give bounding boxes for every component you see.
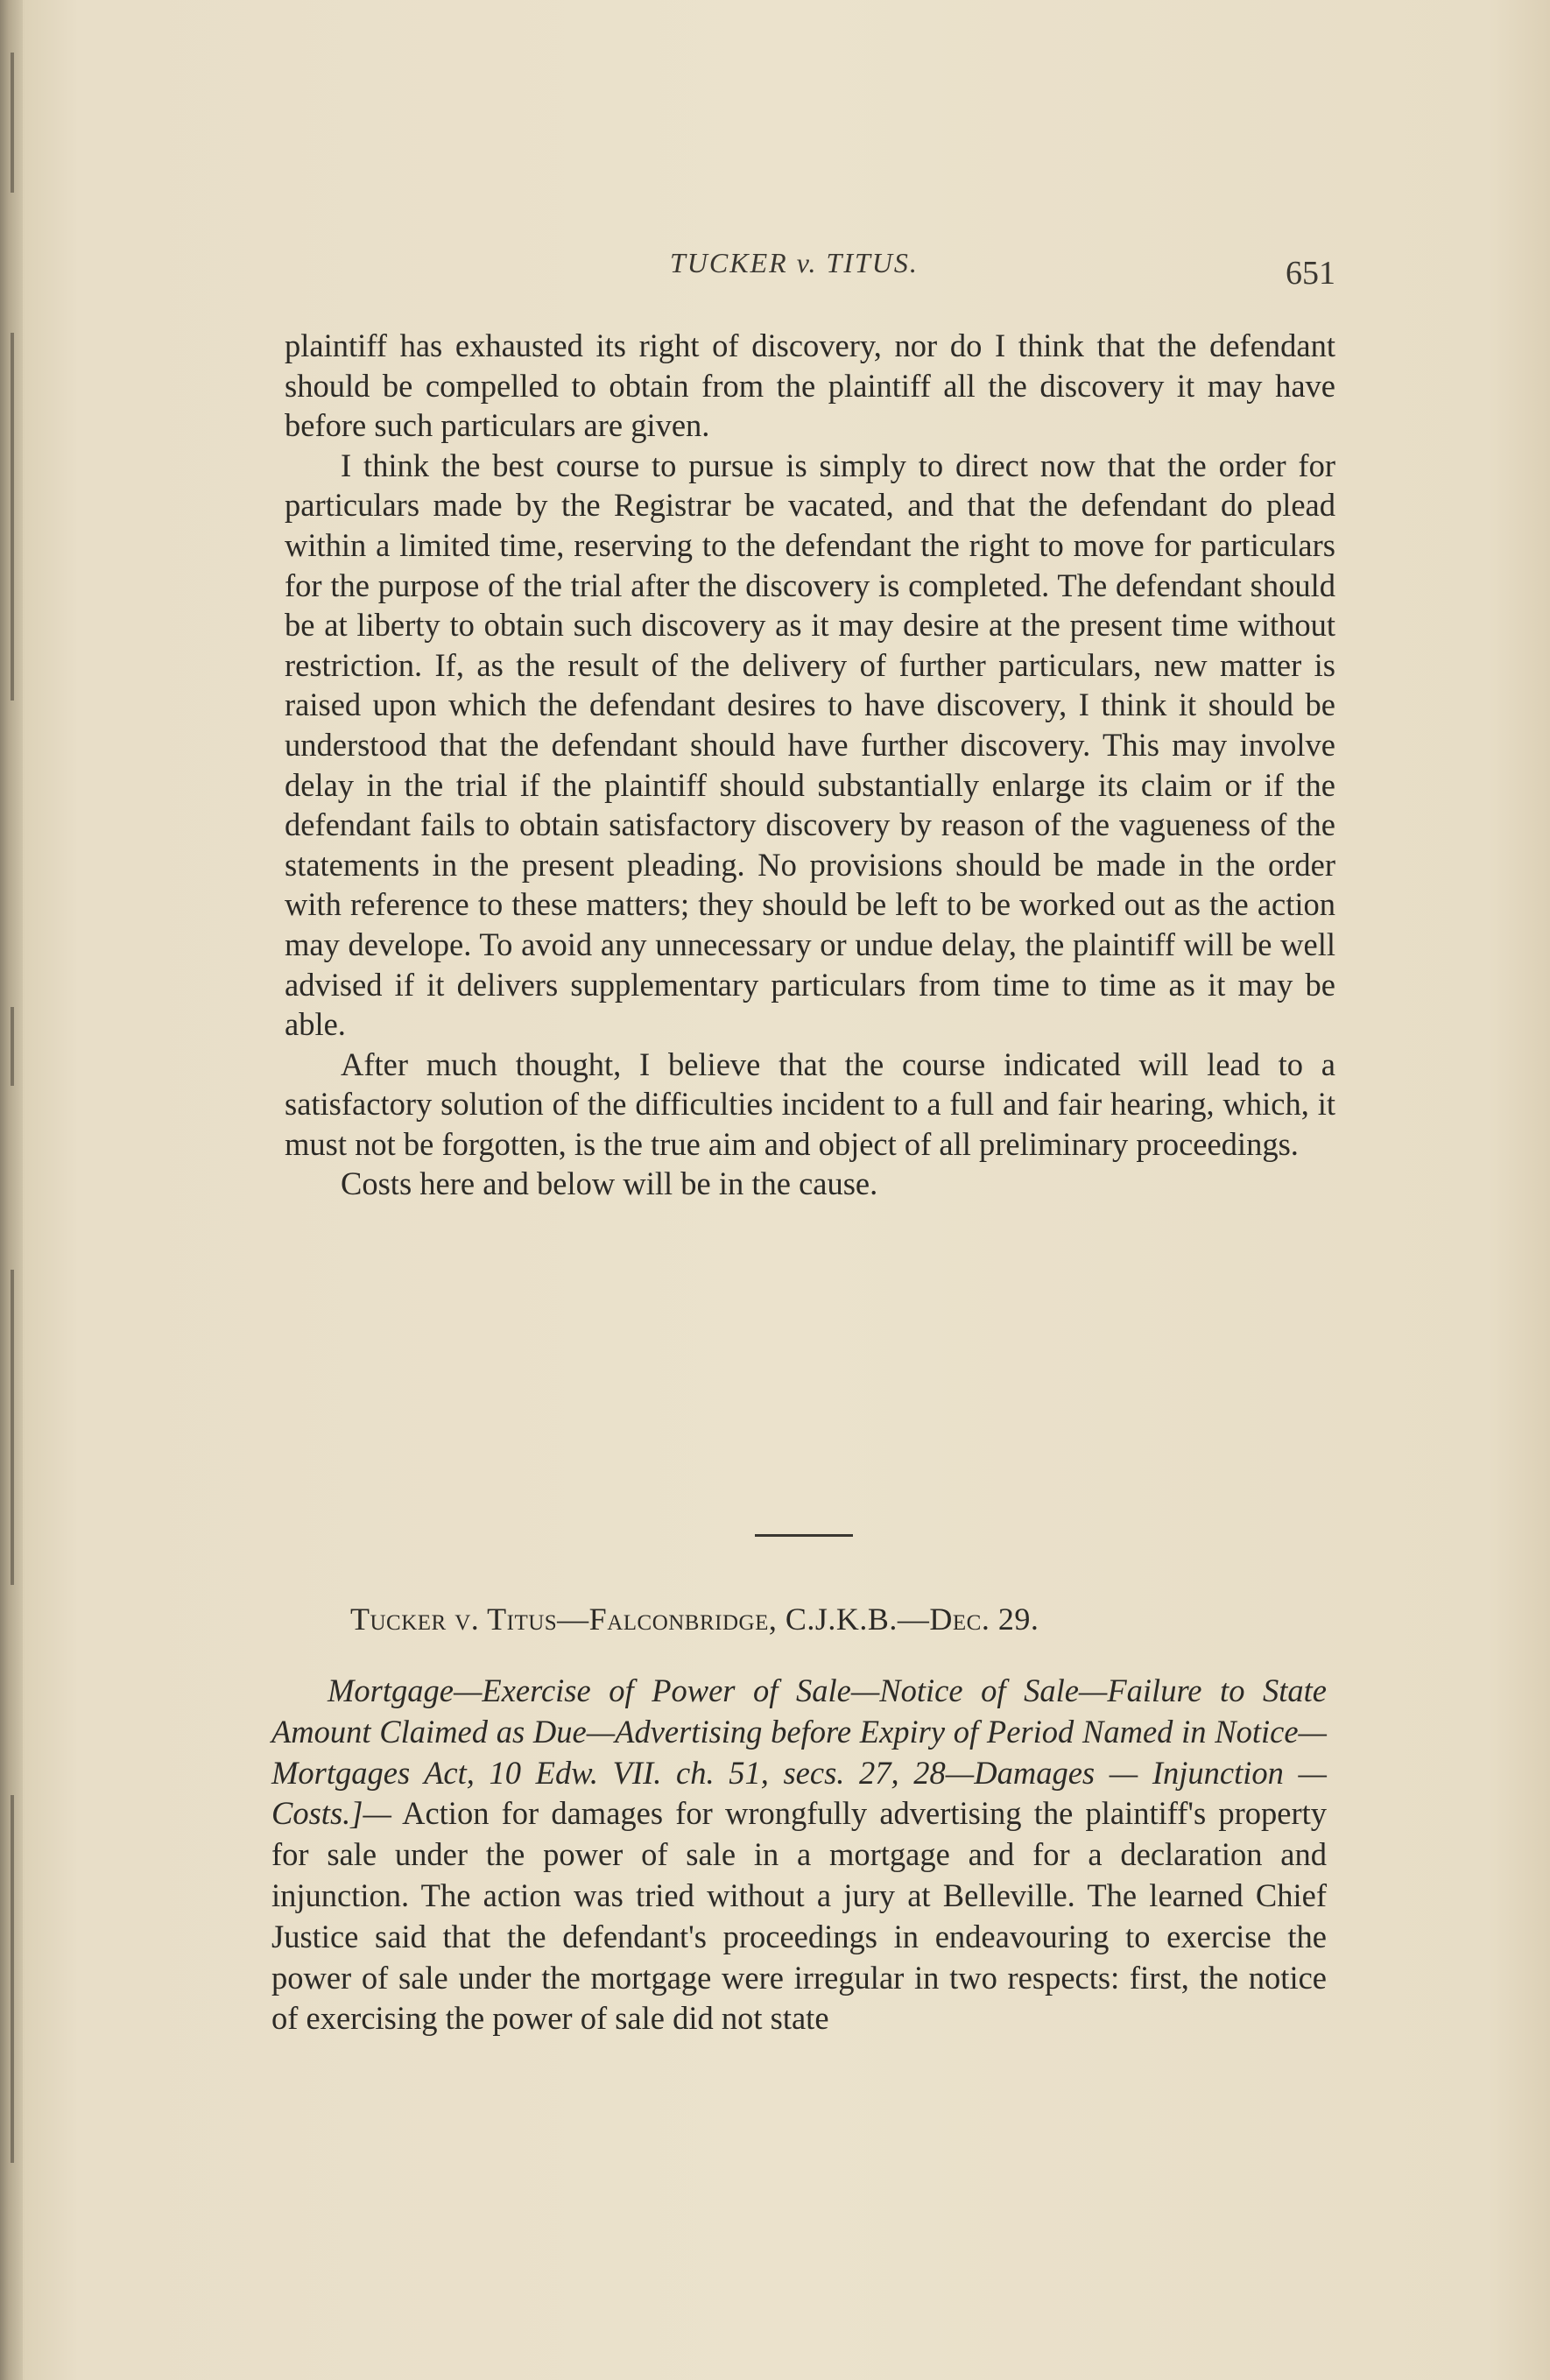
binding-shadow — [11, 1007, 14, 1086]
page-binding-edge — [0, 0, 23, 2380]
running-head: TUCKER v. TITUS. — [670, 247, 919, 278]
binding-shadow — [11, 333, 14, 701]
page-number: 651 — [1286, 255, 1335, 292]
paragraph: I think the best course to pursue is simply to direct now that the order for particulars made by the Registrar be vacated, and that the defendant do plead within a limited time, reserving to the defendant the right to move for particulars for the purpose of the trial after the discovery is completed. The defendant should be at liberty to obtain such discovery as it may desire at the present time without restriction. If, as the result of the delivery of further particulars, new matter is raised upon which the defendant desires to have discovery, I think it should be understood that the defendant should have further discovery. This may involve delay in the trial if the plaintiff should substantially enlarge its claim or if the defendant fails to obtain satisfactory discovery by reason of the vagueness of the statements in the present pleading. No provisions should be made in the order with reference to these matters; they should be left to be worked out as the action may develope. To avoid any unnecessary or undue delay, the plaintiff will be well advised if it delivers supplementary particulars from time to time as it may be able. — [285, 447, 1335, 1043]
paragraph: plaintiff has exhausted its right of discovery, nor do I think that the defendant should be compelled to obtain from the plaintiff all the discovery it may have before such particulars are given. — [285, 327, 1335, 444]
paragraph: After much thought, I believe that the course indicated will lead to a satisfactory solution of the difficulties incident to a full and fair hearing, which, it must not be forgotten, is the true aim and object of all preliminary proceedings. — [285, 1046, 1335, 1162]
binding-shadow — [11, 1795, 14, 2163]
headnote-text: Action for damages for wrongfully advertising the plaintiff's property for sale under the power of sale in a mortgage and for a declaration and injunction. The action was tried without a jury at Belleville. The learned Chief Justice said that the defendant's proceedings in endeavouring to exercise the power of sale under the mortgage were irregular in two respects: first, the notice of exercising the power of sale did not state — [271, 1795, 1327, 2037]
catchwords: Mortgage—Exercise of Power of Sale—Notice of Sale—Failure to State Amount Claimed as Due—Advertising before Expiry of Period Named in Notice—Mortgages Act, 10 Edw. VII. ch. 51, secs. 27, 28—Damages — Injunction — Costs.]— — [271, 1672, 1327, 1832]
case-headnote — [271, 1671, 1327, 2039]
paragraph: Costs here and below will be in the cause. — [341, 1165, 878, 1202]
judgment-text — [285, 326, 1335, 1204]
section-divider — [755, 1534, 853, 1537]
binding-shadow — [11, 1270, 14, 1585]
page-header — [285, 247, 1335, 299]
binding-shadow — [11, 53, 14, 193]
case-heading: Tucker v. Titus—Falconbridge, C.J.K.B.—Dec. 29. — [350, 1602, 1039, 1637]
